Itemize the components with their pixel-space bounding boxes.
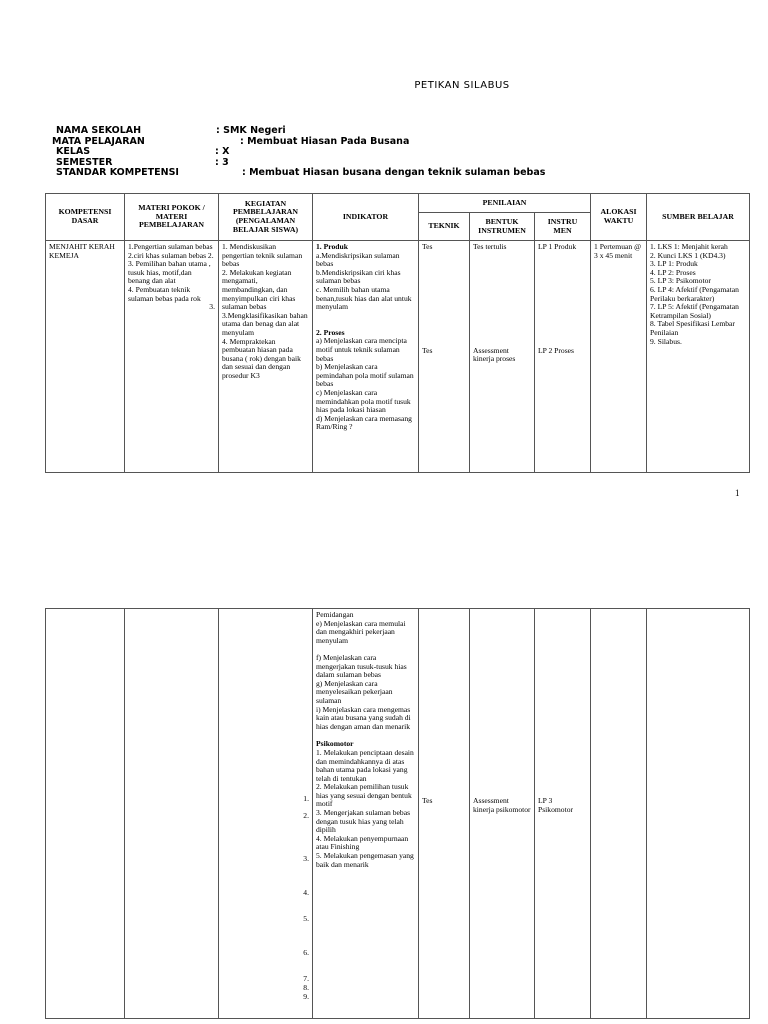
meta-label: NAMA SEKOLAH: [56, 125, 142, 136]
cell-kegiatan: 1. Mendiskusikan pengertian teknik sulaman bebas 2. Melakukan kegiatan mengamati, membandingkan, dan menyimpulkan ciri khas sulaman bebas 3.Mengklasifikasikan bahan utama dan benag dan alat menyulam 4. Mempraktekan pembuatan hiasan pada busana ( rok) dengan baik dan sesuai dan dengan prosedur K3: [219, 241, 313, 473]
list-number: 7.: [303, 974, 309, 983]
header-alokasi-waktu: ALOKASI WAKTU: [591, 194, 647, 241]
header-bentuk-instrumen: BENTUK INSTRUMEN: [470, 213, 535, 241]
indikator-produk-text: a.Mendiskripsikan sulaman bebas b.Mendiskripsikan ciri khas sulaman bebas c. Memilih bahan utama benan,tusuk hias dan alat untuk menyulam: [316, 250, 412, 312]
cell-bentuk-instrumen: [470, 241, 535, 473]
instrumen-3: LP 3 Psikomotor: [538, 796, 574, 814]
syllabus-table-page2: [45, 608, 750, 1019]
indikator-psikomotor-heading: Psikomotor: [316, 739, 354, 749]
header-teknik: TEKNIK: [419, 213, 470, 241]
cell-indikator-cont: [313, 609, 419, 1019]
meta-value: : X: [215, 146, 230, 157]
meta-value: : 3: [215, 156, 229, 168]
teknik-3: Tes: [422, 796, 433, 805]
header-penilaian: PENILAIAN: [419, 194, 591, 213]
materi-text: 1.Pengertian sulaman bebas 2.ciri khas sulaman bebas 2. 3. Pemilihan bahan utama , tusuk hias, motif,dan benang dan alat 4. Pembuatan teknik sulaman bebas pada rok: [128, 242, 214, 303]
cell-materi-cont: [125, 609, 219, 1019]
meta-value: : Membuat Hiasan busana dengan teknik sulaman bebas: [242, 167, 546, 178]
instrumen-2: LP 2 Proses: [538, 345, 575, 355]
cell-bentuk-cont: [470, 609, 535, 1019]
cell-sumber-cont: [647, 609, 750, 1019]
cell-teknik-cont: [419, 609, 470, 1019]
page-number: 1: [735, 488, 740, 498]
cell-sumber-belajar: 1. LKS 1: Menjahit kerah 2. Kunci LKS 1 (KD4.3) 3. LP 1: Produk 4. LP 2: Proses 5. LP 3: Psikomotor 6. LP 4: Afektif (Pengamatan Perilaku berkarakter) 7. LP 5: Afektif (Pengamatan Ketrampilan Sosial) 8. Tabel Spesifikasi Lembar Penilaian 9. Silabus.: [647, 241, 750, 473]
list-number: 6.: [303, 948, 309, 957]
list-number: 3.: [303, 854, 309, 863]
header-indikator: INDIKATOR: [313, 194, 419, 241]
list-number: 4.: [303, 888, 309, 897]
meta-value: : SMK Negeri: [216, 125, 286, 136]
numbered-list: [222, 795, 309, 1002]
header-instrumen: INSTRU MEN: [535, 213, 591, 241]
syllabus-table-page1: [45, 193, 750, 473]
meta-label: SEMESTER: [56, 156, 113, 168]
meta-label: KELAS: [56, 146, 91, 157]
materi-number: 3.: [209, 302, 215, 312]
meta-label: MATA PELAJARAN: [52, 135, 145, 147]
cell-alokasi-waktu: 1 Pertemuan @ 3 x 45 menit: [591, 241, 647, 473]
instrumen-1: LP 1 Produk: [538, 242, 577, 251]
meta-label: STANDAR KOMPETENSI: [56, 167, 179, 178]
bentuk-3: Assessment kinerja psikomotor: [473, 796, 531, 814]
header-kompetensi-dasar: KOMPETENSI DASAR: [46, 194, 125, 241]
bentuk-2: Assessment kinerja proses: [473, 345, 516, 364]
cell-instrumen: [535, 241, 591, 473]
indikator-proses-heading: 2. Proses: [316, 327, 345, 337]
cell-kompetensi-dasar-cont: [46, 609, 125, 1019]
header-sumber-belajar: SUMBER BELAJAR: [647, 194, 750, 241]
indikator-produk-heading: 1. Produk: [316, 242, 348, 251]
document-title: PETIKAN SILABUS: [414, 80, 510, 91]
cell-indikator: [313, 241, 419, 473]
teknik-1: Tes: [422, 242, 433, 251]
cell-kegiatan-cont: [219, 609, 313, 1019]
cell-kompetensi-dasar: MENJAHIT KERAH KEMEJA: [46, 241, 125, 473]
list-number: 5.: [303, 914, 309, 923]
bentuk-1: Tes tertulis: [473, 242, 507, 251]
header-materi-pokok: MATERI POKOK / MATERI PEMBELAJARAN: [125, 194, 219, 241]
list-number: 2.: [303, 811, 309, 820]
indikator-proses-cont-text: Pemidangan e) Menjelaskan cara memulai dan mengakhiri pekerjaan menyulam f) Menjelaskan cara mengerjakan tusuk-tusuk hias dalam sulaman bebas g) Menjelaskan cara menyelesaikan pekerjaan sulaman i) Menjelaskan cara mengemas kain atau busana yang sudah di hias dengan aman dan menarik: [316, 610, 411, 731]
list-number: 1.: [303, 794, 309, 803]
indikator-psikomotor-text: 1. Melakukan penciptaan desain dan memindahkannya di atas bahan utama pada lokasi yang telah di tentukan 2. Melakukan pemilihan tusuk hias yang sesuai dengan bentuk motif 3. Mengerjakan sulaman bebas dengan tusuk hias yang telah dipilih 4. Melakukan penyempurnaan atau Finishing 5. Melakukan pengemasan yang baik dan menarik: [316, 747, 414, 869]
meta-value: : Membuat Hiasan Pada Busana: [240, 135, 410, 147]
list-number: 8.: [303, 983, 309, 992]
teknik-2: Tes: [422, 345, 433, 355]
list-number: 9.: [303, 992, 309, 1001]
cell-materi: [125, 241, 219, 473]
cell-instrumen-cont: [535, 609, 591, 1019]
header-kegiatan-pembelajaran: KEGIATAN PEMBELAJARAN (PENGALAMAN BELAJAR SISWA): [219, 194, 313, 241]
indikator-proses-text: a) Menjelaskan cara mencipta motif untuk teknik sulaman bebas b) Menjelaskan cara pemindahan pola motif sulaman bebas c) Menjelaskan cara memindahkan pola motif tusuk hias pada lokasi hiasan d) Menjelaskan cara memasang Ram/Ring ?: [316, 336, 414, 432]
cell-teknik: [419, 241, 470, 473]
cell-alokasi-cont: [591, 609, 647, 1019]
